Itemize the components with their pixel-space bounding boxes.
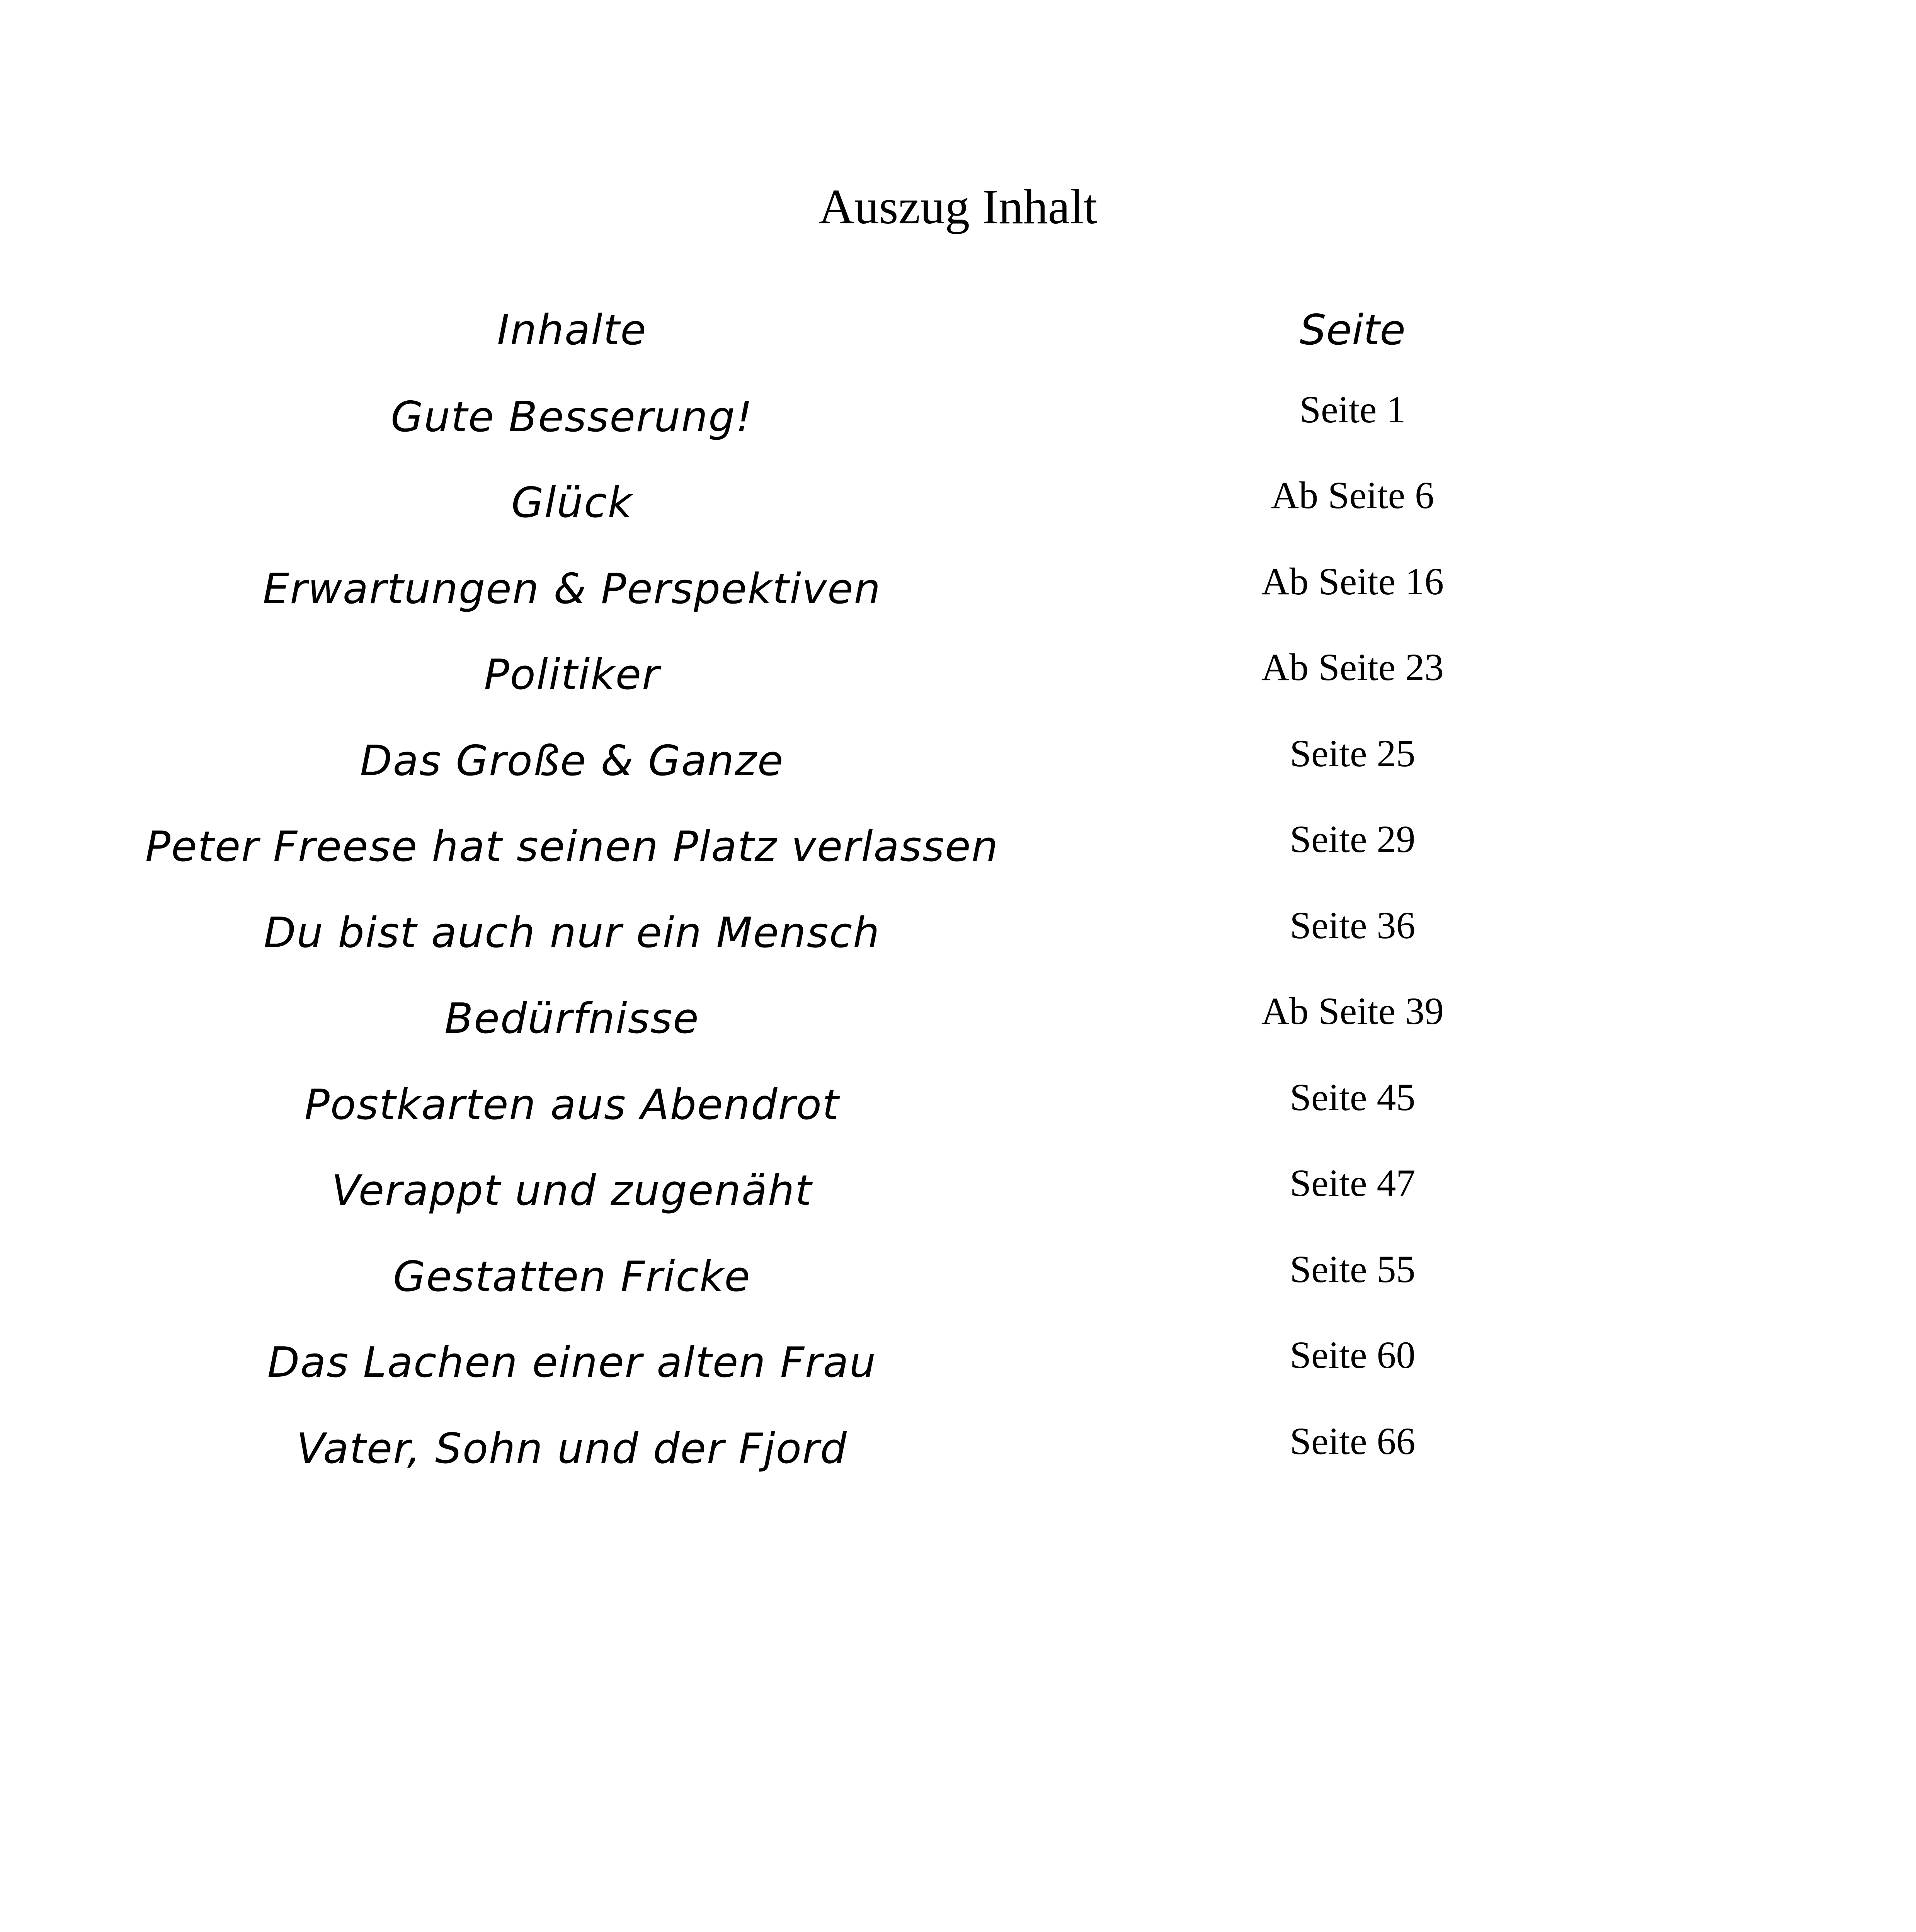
toc-entry-title: Glück (511, 479, 633, 527)
toc-entry-title: Peter Freese hat seinen Platz verlassen (145, 823, 999, 871)
toc-entry-title: Du bist auch nur ein Mensch (264, 909, 880, 957)
page-title: Auszug Inhalt (818, 179, 1098, 234)
toc-entry-page: Seite 66 (1290, 1420, 1416, 1463)
toc-entry-page: Ab Seite 23 (1261, 646, 1444, 689)
toc-entry-title: Postkarten aus Abendrot (304, 1081, 840, 1129)
toc-entry-page: Seite 55 (1290, 1248, 1416, 1291)
toc-entry-page: Ab Seite 16 (1261, 560, 1444, 603)
toc-entry-title: Gute Besserung! (391, 393, 753, 441)
toc-entry-title: Bedürfnisse (444, 995, 699, 1043)
toc-entry-page: Seite 47 (1290, 1162, 1416, 1204)
toc-entry-page: Ab Seite 39 (1261, 990, 1444, 1032)
toc-entry-title: Erwartungen & Perspektiven (262, 565, 881, 613)
toc-entry-page: Seite 60 (1290, 1333, 1416, 1376)
toc-entry-title: Gestatten Fricke (393, 1253, 751, 1301)
toc-entry-title: Das Große & Ganze (360, 737, 784, 785)
toc-entry-page: Seite 1 (1299, 388, 1406, 431)
toc-entry-title: Politiker (484, 651, 660, 699)
column-header-contents: Inhalte (497, 306, 647, 354)
column-header-page: Seite (1300, 306, 1406, 354)
toc-entry-page: Ab Seite 6 (1271, 474, 1434, 517)
toc-entry-title: Vater, Sohn und der Fjord (296, 1425, 847, 1473)
toc-entry-title: Das Lachen einer alten Frau (267, 1338, 877, 1387)
toc-entry-page: Seite 45 (1290, 1076, 1416, 1119)
toc-entry-page: Seite 36 (1290, 904, 1416, 947)
toc-entry-page: Seite 29 (1290, 818, 1416, 861)
toc-entry-title: Verappt und zugenäht (332, 1167, 812, 1215)
toc-entry-page: Seite 25 (1290, 732, 1416, 775)
